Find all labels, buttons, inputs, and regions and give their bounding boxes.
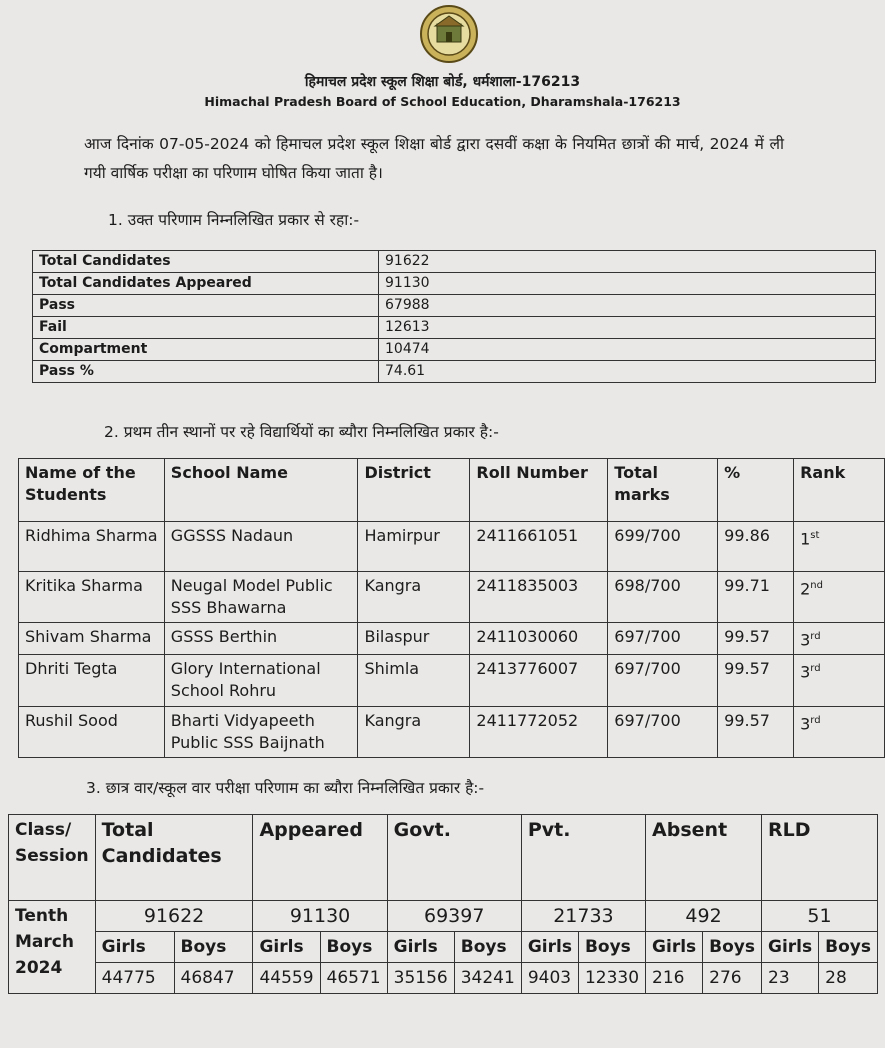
topper-rank: [794, 572, 885, 623]
session-label: Tenth March 2024: [9, 901, 96, 994]
total-value: 69397: [387, 901, 521, 932]
topper-district: Kangra: [358, 572, 470, 623]
table-row: [19, 572, 885, 623]
table-row: [19, 623, 885, 655]
topper-pct: 99.57: [718, 707, 794, 758]
boys-value: 12330: [578, 963, 645, 994]
topper-name: Ridhima Sharma: [19, 522, 165, 572]
summary-value: 74.61: [379, 361, 876, 383]
toppers-column-header: %: [718, 459, 794, 522]
topper-rank: [794, 707, 885, 758]
summary-label: Pass: [33, 295, 379, 317]
category-column-header: Class/ Session: [9, 815, 96, 901]
girls-label: Girls: [521, 932, 578, 963]
topper-pct: 99.86: [718, 522, 794, 572]
summary-label: Pass %: [33, 361, 379, 383]
topper-school: Neugal Model Public SSS Bhawarna: [164, 572, 358, 623]
category-header-row: [9, 815, 878, 901]
girls-value: 216: [646, 963, 703, 994]
topper-district: Bilaspur: [358, 623, 470, 655]
topper-school: GGSSS Nadaun: [164, 522, 358, 572]
topper-district: Hamirpur: [358, 522, 470, 572]
total-value: 21733: [521, 901, 645, 932]
summary-value: 10474: [379, 339, 876, 361]
summary-row: [33, 273, 876, 295]
topper-name: Dhriti Tegta: [19, 655, 165, 707]
rank-suffix: st: [810, 530, 820, 541]
category-column-header: Total Candidates: [95, 815, 253, 901]
girls-label: Girls: [95, 932, 174, 963]
total-value: 492: [646, 901, 762, 932]
topper-marks: 697/700: [608, 707, 718, 758]
summary-label: Fail: [33, 317, 379, 339]
boys-label: Boys: [454, 932, 521, 963]
category-column-header: Absent: [646, 815, 762, 901]
topper-school: GSSS Berthin: [164, 623, 358, 655]
summary-value: 12613: [379, 317, 876, 339]
topper-marks: 697/700: [608, 623, 718, 655]
boys-label: Boys: [320, 932, 387, 963]
girls-value: 9403: [521, 963, 578, 994]
summary-row: [33, 339, 876, 361]
boys-label: Boys: [578, 932, 645, 963]
gender-label-row: [9, 932, 878, 963]
topper-marks: 699/700: [608, 522, 718, 572]
board-title-english: Himachal Pradesh Board of School Education, Dharamshala-176213: [204, 94, 681, 109]
topper-district: Shimla: [358, 655, 470, 707]
topper-pct: 99.71: [718, 572, 794, 623]
summary-label: Compartment: [33, 339, 379, 361]
topper-name: Rushil Sood: [19, 707, 165, 758]
topper-roll: 2413776007: [470, 655, 608, 707]
rank-suffix: rd: [810, 663, 821, 675]
result-summary-table: [32, 250, 876, 383]
topper-roll: 2411835003: [470, 572, 608, 623]
girls-label: Girls: [646, 932, 703, 963]
total-value: 51: [762, 901, 878, 932]
board-title-hindi: हिमाचल प्रदेश स्कूल शिक्षा बोर्ड, धर्मशाला-176213: [304, 74, 581, 90]
rank-number: 3: [800, 662, 811, 682]
table-row: [19, 707, 885, 758]
category-column-header: RLD: [762, 815, 878, 901]
summary-row: [33, 317, 876, 339]
topper-district: Kangra: [358, 707, 470, 758]
summary-value: 67988: [379, 295, 876, 317]
topper-name: Kritika Sharma: [19, 572, 165, 623]
toppers-column-header: Total marks: [608, 459, 718, 522]
girls-value: 44559: [253, 963, 320, 994]
summary-value: 91622: [379, 251, 876, 273]
boys-value: 28: [819, 963, 878, 994]
girls-value: 44775: [95, 963, 174, 994]
topper-rank: [794, 655, 885, 707]
summary-label: Total Candidates Appeared: [33, 273, 379, 295]
topper-pct: 99.57: [718, 623, 794, 655]
toppers-column-header: Name of the Students: [19, 459, 165, 522]
topper-roll: 2411661051: [470, 522, 608, 572]
section3-heading: 3. छात्र वार/स्कूल वार परीक्षा परिणाम का ब्यौरा निम्नलिखित प्रकार है:-: [86, 779, 485, 797]
section1-heading: 1. उक्त परिणाम निम्नलिखित प्रकार से रहा:-: [108, 211, 360, 229]
rank-suffix: rd: [810, 715, 821, 727]
rank-suffix: rd: [810, 631, 821, 642]
rank-number: 1: [800, 529, 811, 549]
intro-paragraph: आज दिनांक 07-05-2024 को हिमाचल प्रदेश स्कूल शिक्षा बोर्ड द्वारा दसवीं कक्षा के नियमित छात्रों की मार्च, 2024 में ली गयी वार्षिक परीक्षा का परिणाम घोषित किया जाता है।: [84, 135, 784, 182]
girls-label: Girls: [762, 932, 819, 963]
topper-rank: [794, 522, 885, 572]
topper-roll: 2411772052: [470, 707, 608, 758]
topper-rank: [794, 623, 885, 655]
boys-value: 46847: [174, 963, 253, 994]
gender-value-row: [9, 963, 878, 994]
rank-number: 2: [800, 579, 811, 599]
rank-suffix: nd: [810, 580, 823, 591]
category-column-header: Pvt.: [521, 815, 645, 901]
board-emblem-icon: [417, 4, 481, 64]
boys-label: Boys: [703, 932, 762, 963]
girls-label: Girls: [387, 932, 454, 963]
topper-marks: 698/700: [608, 572, 718, 623]
boys-value: 34241: [454, 963, 521, 994]
category-column-header: Appeared: [253, 815, 387, 901]
toppers-column-header: District: [358, 459, 470, 522]
topper-name: Shivam Sharma: [19, 623, 165, 655]
girls-value: 23: [762, 963, 819, 994]
girls-label: Girls: [253, 932, 320, 963]
total-value: 91622: [95, 901, 253, 932]
topper-pct: 99.57: [718, 655, 794, 707]
summary-row: [33, 361, 876, 383]
boys-label: Boys: [174, 932, 253, 963]
rank-number: 3: [800, 630, 811, 650]
category-wise-table: [8, 814, 878, 994]
table-row: [19, 655, 885, 707]
boys-label: Boys: [819, 932, 878, 963]
summary-row: [33, 295, 876, 317]
toppers-column-header: Roll Number: [470, 459, 608, 522]
totals-row: [9, 901, 878, 932]
boys-value: 46571: [320, 963, 387, 994]
summary-label: Total Candidates: [33, 251, 379, 273]
toppers-column-header: School Name: [164, 459, 358, 522]
section2-heading: 2. प्रथम तीन स्थानों पर रहे विद्यार्थियों का ब्यौरा निम्नलिखित प्रकार है:-: [104, 423, 499, 441]
topper-roll: 2411030060: [470, 623, 608, 655]
category-column-header: Govt.: [387, 815, 521, 901]
summary-row: [33, 251, 876, 273]
boys-value: 276: [703, 963, 762, 994]
table-row: [19, 522, 885, 572]
topper-school: Bharti Vidyapeeth Public SSS Baijnath: [164, 707, 358, 758]
girls-value: 35156: [387, 963, 454, 994]
toppers-header-row: [19, 459, 885, 522]
rank-number: 3: [800, 714, 811, 734]
topper-school: Glory International School Rohru: [164, 655, 358, 707]
toppers-column-header: Rank: [794, 459, 885, 522]
total-value: 91130: [253, 901, 387, 932]
topper-marks: 697/700: [608, 655, 718, 707]
summary-value: 91130: [379, 273, 876, 295]
toppers-table: [18, 458, 885, 758]
